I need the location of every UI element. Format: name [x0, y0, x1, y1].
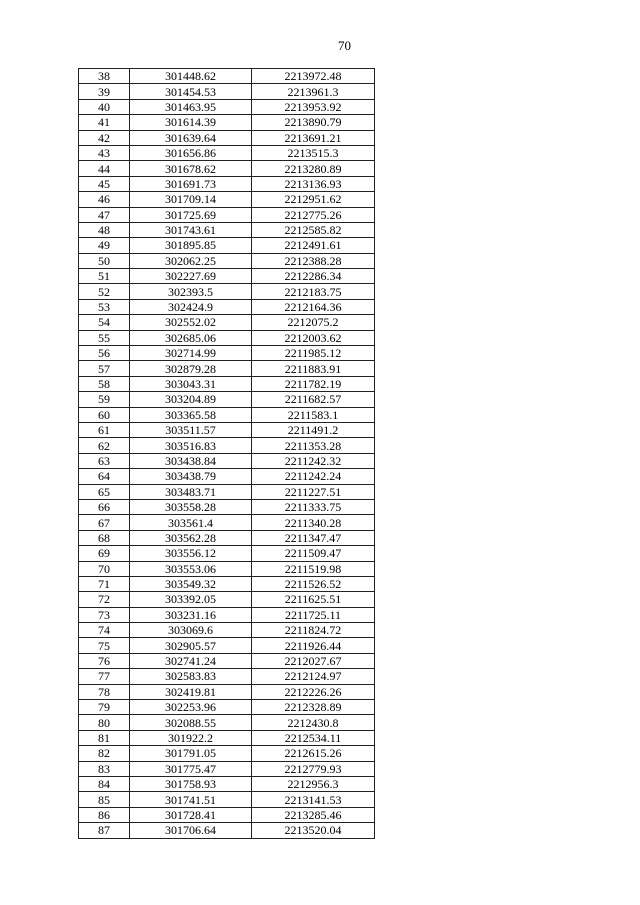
y-coordinate-cell: 2213136.93 — [252, 176, 375, 191]
y-coordinate-cell: 2211985.12 — [252, 346, 375, 361]
point-number-cell: 87 — [79, 823, 130, 838]
point-number-cell: 62 — [79, 438, 130, 453]
point-number-cell: 54 — [79, 315, 130, 330]
table-row — [79, 376, 375, 391]
point-number-cell: 38 — [79, 69, 130, 84]
x-coordinate-cell: 301448.62 — [130, 69, 252, 84]
point-number-cell: 86 — [79, 807, 130, 822]
table-row — [79, 238, 375, 253]
table-row — [79, 69, 375, 84]
x-coordinate-cell: 303561.4 — [130, 515, 252, 530]
y-coordinate-cell: 2212779.93 — [252, 761, 375, 776]
point-number-cell: 61 — [79, 422, 130, 437]
x-coordinate-cell: 302227.69 — [130, 269, 252, 284]
y-coordinate-cell: 2213691.21 — [252, 130, 375, 145]
point-number-cell: 69 — [79, 546, 130, 561]
point-number-cell: 43 — [79, 145, 130, 160]
x-coordinate-cell: 303549.32 — [130, 576, 252, 591]
y-coordinate-cell: 2211782.19 — [252, 376, 375, 391]
table-row — [79, 669, 375, 684]
table-row — [79, 330, 375, 345]
x-coordinate-cell: 302905.57 — [130, 638, 252, 653]
x-coordinate-cell: 302741.24 — [130, 653, 252, 668]
x-coordinate-cell: 301463.95 — [130, 99, 252, 114]
point-number-cell: 51 — [79, 269, 130, 284]
y-coordinate-cell: 2211926.44 — [252, 638, 375, 653]
table-row — [79, 438, 375, 453]
x-coordinate-cell: 302583.83 — [130, 669, 252, 684]
y-coordinate-cell: 2211347.47 — [252, 530, 375, 545]
point-number-cell: 45 — [79, 176, 130, 191]
table-row — [79, 115, 375, 130]
y-coordinate-cell: 2211682.57 — [252, 392, 375, 407]
y-coordinate-cell: 2213515.3 — [252, 145, 375, 160]
table-row — [79, 561, 375, 576]
y-coordinate-cell: 2211333.75 — [252, 499, 375, 514]
y-coordinate-cell: 2211242.24 — [252, 469, 375, 484]
point-number-cell: 50 — [79, 253, 130, 268]
point-number-cell: 70 — [79, 561, 130, 576]
table-row — [79, 607, 375, 622]
x-coordinate-cell: 301922.2 — [130, 730, 252, 745]
table-row — [79, 207, 375, 222]
table-row — [79, 346, 375, 361]
point-number-cell: 58 — [79, 376, 130, 391]
table-row — [79, 499, 375, 514]
point-number-cell: 75 — [79, 638, 130, 653]
x-coordinate-cell: 303556.12 — [130, 546, 252, 561]
point-number-cell: 47 — [79, 207, 130, 222]
table-row — [79, 392, 375, 407]
point-number-cell: 66 — [79, 499, 130, 514]
y-coordinate-cell: 2211509.47 — [252, 546, 375, 561]
table-row — [79, 484, 375, 499]
x-coordinate-cell: 302419.81 — [130, 684, 252, 699]
table-row — [79, 161, 375, 176]
table-row — [79, 761, 375, 776]
y-coordinate-cell: 2211725.11 — [252, 607, 375, 622]
point-number-cell: 73 — [79, 607, 130, 622]
x-coordinate-cell: 301706.64 — [130, 823, 252, 838]
table-row — [79, 684, 375, 699]
point-number-cell: 48 — [79, 222, 130, 237]
point-number-cell: 72 — [79, 592, 130, 607]
point-number-cell: 68 — [79, 530, 130, 545]
y-coordinate-cell: 2213520.04 — [252, 823, 375, 838]
y-coordinate-cell: 2212951.62 — [252, 192, 375, 207]
page-number: 70 — [338, 38, 351, 53]
table-row — [79, 284, 375, 299]
point-number-cell: 81 — [79, 730, 130, 745]
y-coordinate-cell: 2213890.79 — [252, 115, 375, 130]
y-coordinate-cell: 2211883.91 — [252, 361, 375, 376]
y-coordinate-cell: 2211583.1 — [252, 407, 375, 422]
point-number-cell: 78 — [79, 684, 130, 699]
y-coordinate-cell: 2212585.82 — [252, 222, 375, 237]
x-coordinate-cell: 303392.05 — [130, 592, 252, 607]
table-row — [79, 192, 375, 207]
point-number-cell: 42 — [79, 130, 130, 145]
point-number-cell: 74 — [79, 623, 130, 638]
x-coordinate-cell: 301791.05 — [130, 746, 252, 761]
y-coordinate-cell: 2211519.98 — [252, 561, 375, 576]
y-coordinate-cell: 2211340.28 — [252, 515, 375, 530]
y-coordinate-cell: 2213961.3 — [252, 84, 375, 99]
table-row — [79, 515, 375, 530]
x-coordinate-cell: 302424.9 — [130, 299, 252, 314]
table-row — [79, 145, 375, 160]
table-row — [79, 792, 375, 807]
y-coordinate-cell: 2212615.26 — [252, 746, 375, 761]
point-number-cell: 49 — [79, 238, 130, 253]
y-coordinate-cell: 2213141.53 — [252, 792, 375, 807]
y-coordinate-cell: 2211824.72 — [252, 623, 375, 638]
x-coordinate-cell: 301709.14 — [130, 192, 252, 207]
x-coordinate-cell: 303562.28 — [130, 530, 252, 545]
table-row — [79, 700, 375, 715]
y-coordinate-cell: 2212226.26 — [252, 684, 375, 699]
table-row — [79, 176, 375, 191]
table-row — [79, 576, 375, 591]
table-row — [79, 222, 375, 237]
x-coordinate-cell: 303511.57 — [130, 422, 252, 437]
point-number-cell: 59 — [79, 392, 130, 407]
x-coordinate-cell: 301454.53 — [130, 84, 252, 99]
x-coordinate-cell: 301775.47 — [130, 761, 252, 776]
y-coordinate-cell: 2212775.26 — [252, 207, 375, 222]
x-coordinate-cell: 301758.93 — [130, 776, 252, 791]
table-row — [79, 361, 375, 376]
table-row — [79, 530, 375, 545]
y-coordinate-cell: 2212388.28 — [252, 253, 375, 268]
x-coordinate-cell: 301614.39 — [130, 115, 252, 130]
point-number-cell: 39 — [79, 84, 130, 99]
point-number-cell: 80 — [79, 715, 130, 730]
x-coordinate-cell: 303204.89 — [130, 392, 252, 407]
x-coordinate-cell: 302253.96 — [130, 700, 252, 715]
y-coordinate-cell: 2212164.36 — [252, 299, 375, 314]
point-number-cell: 71 — [79, 576, 130, 591]
y-coordinate-cell: 2212075.2 — [252, 315, 375, 330]
point-number-cell: 83 — [79, 761, 130, 776]
y-coordinate-cell: 2211491.2 — [252, 422, 375, 437]
table-row — [79, 823, 375, 838]
table-row — [79, 253, 375, 268]
table-row — [79, 807, 375, 822]
table-row — [79, 730, 375, 745]
table-row — [79, 653, 375, 668]
x-coordinate-cell: 302062.25 — [130, 253, 252, 268]
table-row — [79, 299, 375, 314]
point-number-cell: 55 — [79, 330, 130, 345]
x-coordinate-cell: 303438.84 — [130, 453, 252, 468]
y-coordinate-cell: 2213280.89 — [252, 161, 375, 176]
x-coordinate-cell: 301741.51 — [130, 792, 252, 807]
x-coordinate-cell: 301728.41 — [130, 807, 252, 822]
x-coordinate-cell: 301691.73 — [130, 176, 252, 191]
point-number-cell: 44 — [79, 161, 130, 176]
point-number-cell: 57 — [79, 361, 130, 376]
x-coordinate-cell: 302393.5 — [130, 284, 252, 299]
table-row — [79, 715, 375, 730]
point-number-cell: 46 — [79, 192, 130, 207]
x-coordinate-cell: 302088.55 — [130, 715, 252, 730]
x-coordinate-cell: 301678.62 — [130, 161, 252, 176]
coordinates-table — [78, 68, 375, 839]
table-row — [79, 453, 375, 468]
point-number-cell: 77 — [79, 669, 130, 684]
x-coordinate-cell: 302685.06 — [130, 330, 252, 345]
x-coordinate-cell: 303553.06 — [130, 561, 252, 576]
y-coordinate-cell: 2213953.92 — [252, 99, 375, 114]
point-number-cell: 56 — [79, 346, 130, 361]
y-coordinate-cell: 2212328.89 — [252, 700, 375, 715]
point-number-cell: 65 — [79, 484, 130, 499]
y-coordinate-cell: 2212286.34 — [252, 269, 375, 284]
x-coordinate-cell: 301743.61 — [130, 222, 252, 237]
point-number-cell: 52 — [79, 284, 130, 299]
y-coordinate-cell: 2212956.3 — [252, 776, 375, 791]
x-coordinate-cell: 302879.28 — [130, 361, 252, 376]
y-coordinate-cell: 2211227.51 — [252, 484, 375, 499]
x-coordinate-cell: 303558.28 — [130, 499, 252, 514]
table-row — [79, 776, 375, 791]
table-row — [79, 99, 375, 114]
y-coordinate-cell: 2211625.51 — [252, 592, 375, 607]
y-coordinate-cell: 2211526.52 — [252, 576, 375, 591]
y-coordinate-cell: 2212124.97 — [252, 669, 375, 684]
y-coordinate-cell: 2212534.11 — [252, 730, 375, 745]
y-coordinate-cell: 2213972.48 — [252, 69, 375, 84]
table-row — [79, 592, 375, 607]
point-number-cell: 79 — [79, 700, 130, 715]
table-row — [79, 315, 375, 330]
y-coordinate-cell: 2212430.8 — [252, 715, 375, 730]
point-number-cell: 85 — [79, 792, 130, 807]
y-coordinate-cell: 2211353.28 — [252, 438, 375, 453]
table-row — [79, 546, 375, 561]
x-coordinate-cell: 301639.64 — [130, 130, 252, 145]
point-number-cell: 84 — [79, 776, 130, 791]
table-row — [79, 638, 375, 653]
x-coordinate-cell: 303069.6 — [130, 623, 252, 638]
x-coordinate-cell: 302714.99 — [130, 346, 252, 361]
table-row — [79, 623, 375, 638]
y-coordinate-cell: 2211242.32 — [252, 453, 375, 468]
y-coordinate-cell: 2212491.61 — [252, 238, 375, 253]
point-number-cell: 63 — [79, 453, 130, 468]
y-coordinate-cell: 2212003.62 — [252, 330, 375, 345]
table-row — [79, 407, 375, 422]
x-coordinate-cell: 301725.69 — [130, 207, 252, 222]
point-number-cell: 82 — [79, 746, 130, 761]
table-row — [79, 130, 375, 145]
x-coordinate-cell: 303516.83 — [130, 438, 252, 453]
point-number-cell: 67 — [79, 515, 130, 530]
point-number-cell: 40 — [79, 99, 130, 114]
point-number-cell: 76 — [79, 653, 130, 668]
table-row — [79, 422, 375, 437]
x-coordinate-cell: 302552.02 — [130, 315, 252, 330]
x-coordinate-cell: 303231.16 — [130, 607, 252, 622]
x-coordinate-cell: 303438.79 — [130, 469, 252, 484]
table-row — [79, 469, 375, 484]
y-coordinate-cell: 2212183.75 — [252, 284, 375, 299]
y-coordinate-cell: 2213285.46 — [252, 807, 375, 822]
x-coordinate-cell: 303365.58 — [130, 407, 252, 422]
x-coordinate-cell: 303043.31 — [130, 376, 252, 391]
table-row — [79, 746, 375, 761]
point-number-cell: 41 — [79, 115, 130, 130]
table-row — [79, 269, 375, 284]
point-number-cell: 64 — [79, 469, 130, 484]
table-row — [79, 84, 375, 99]
y-coordinate-cell: 2212027.67 — [252, 653, 375, 668]
x-coordinate-cell: 301656.86 — [130, 145, 252, 160]
x-coordinate-cell: 303483.71 — [130, 484, 252, 499]
x-coordinate-cell: 301895.85 — [130, 238, 252, 253]
point-number-cell: 60 — [79, 407, 130, 422]
point-number-cell: 53 — [79, 299, 130, 314]
